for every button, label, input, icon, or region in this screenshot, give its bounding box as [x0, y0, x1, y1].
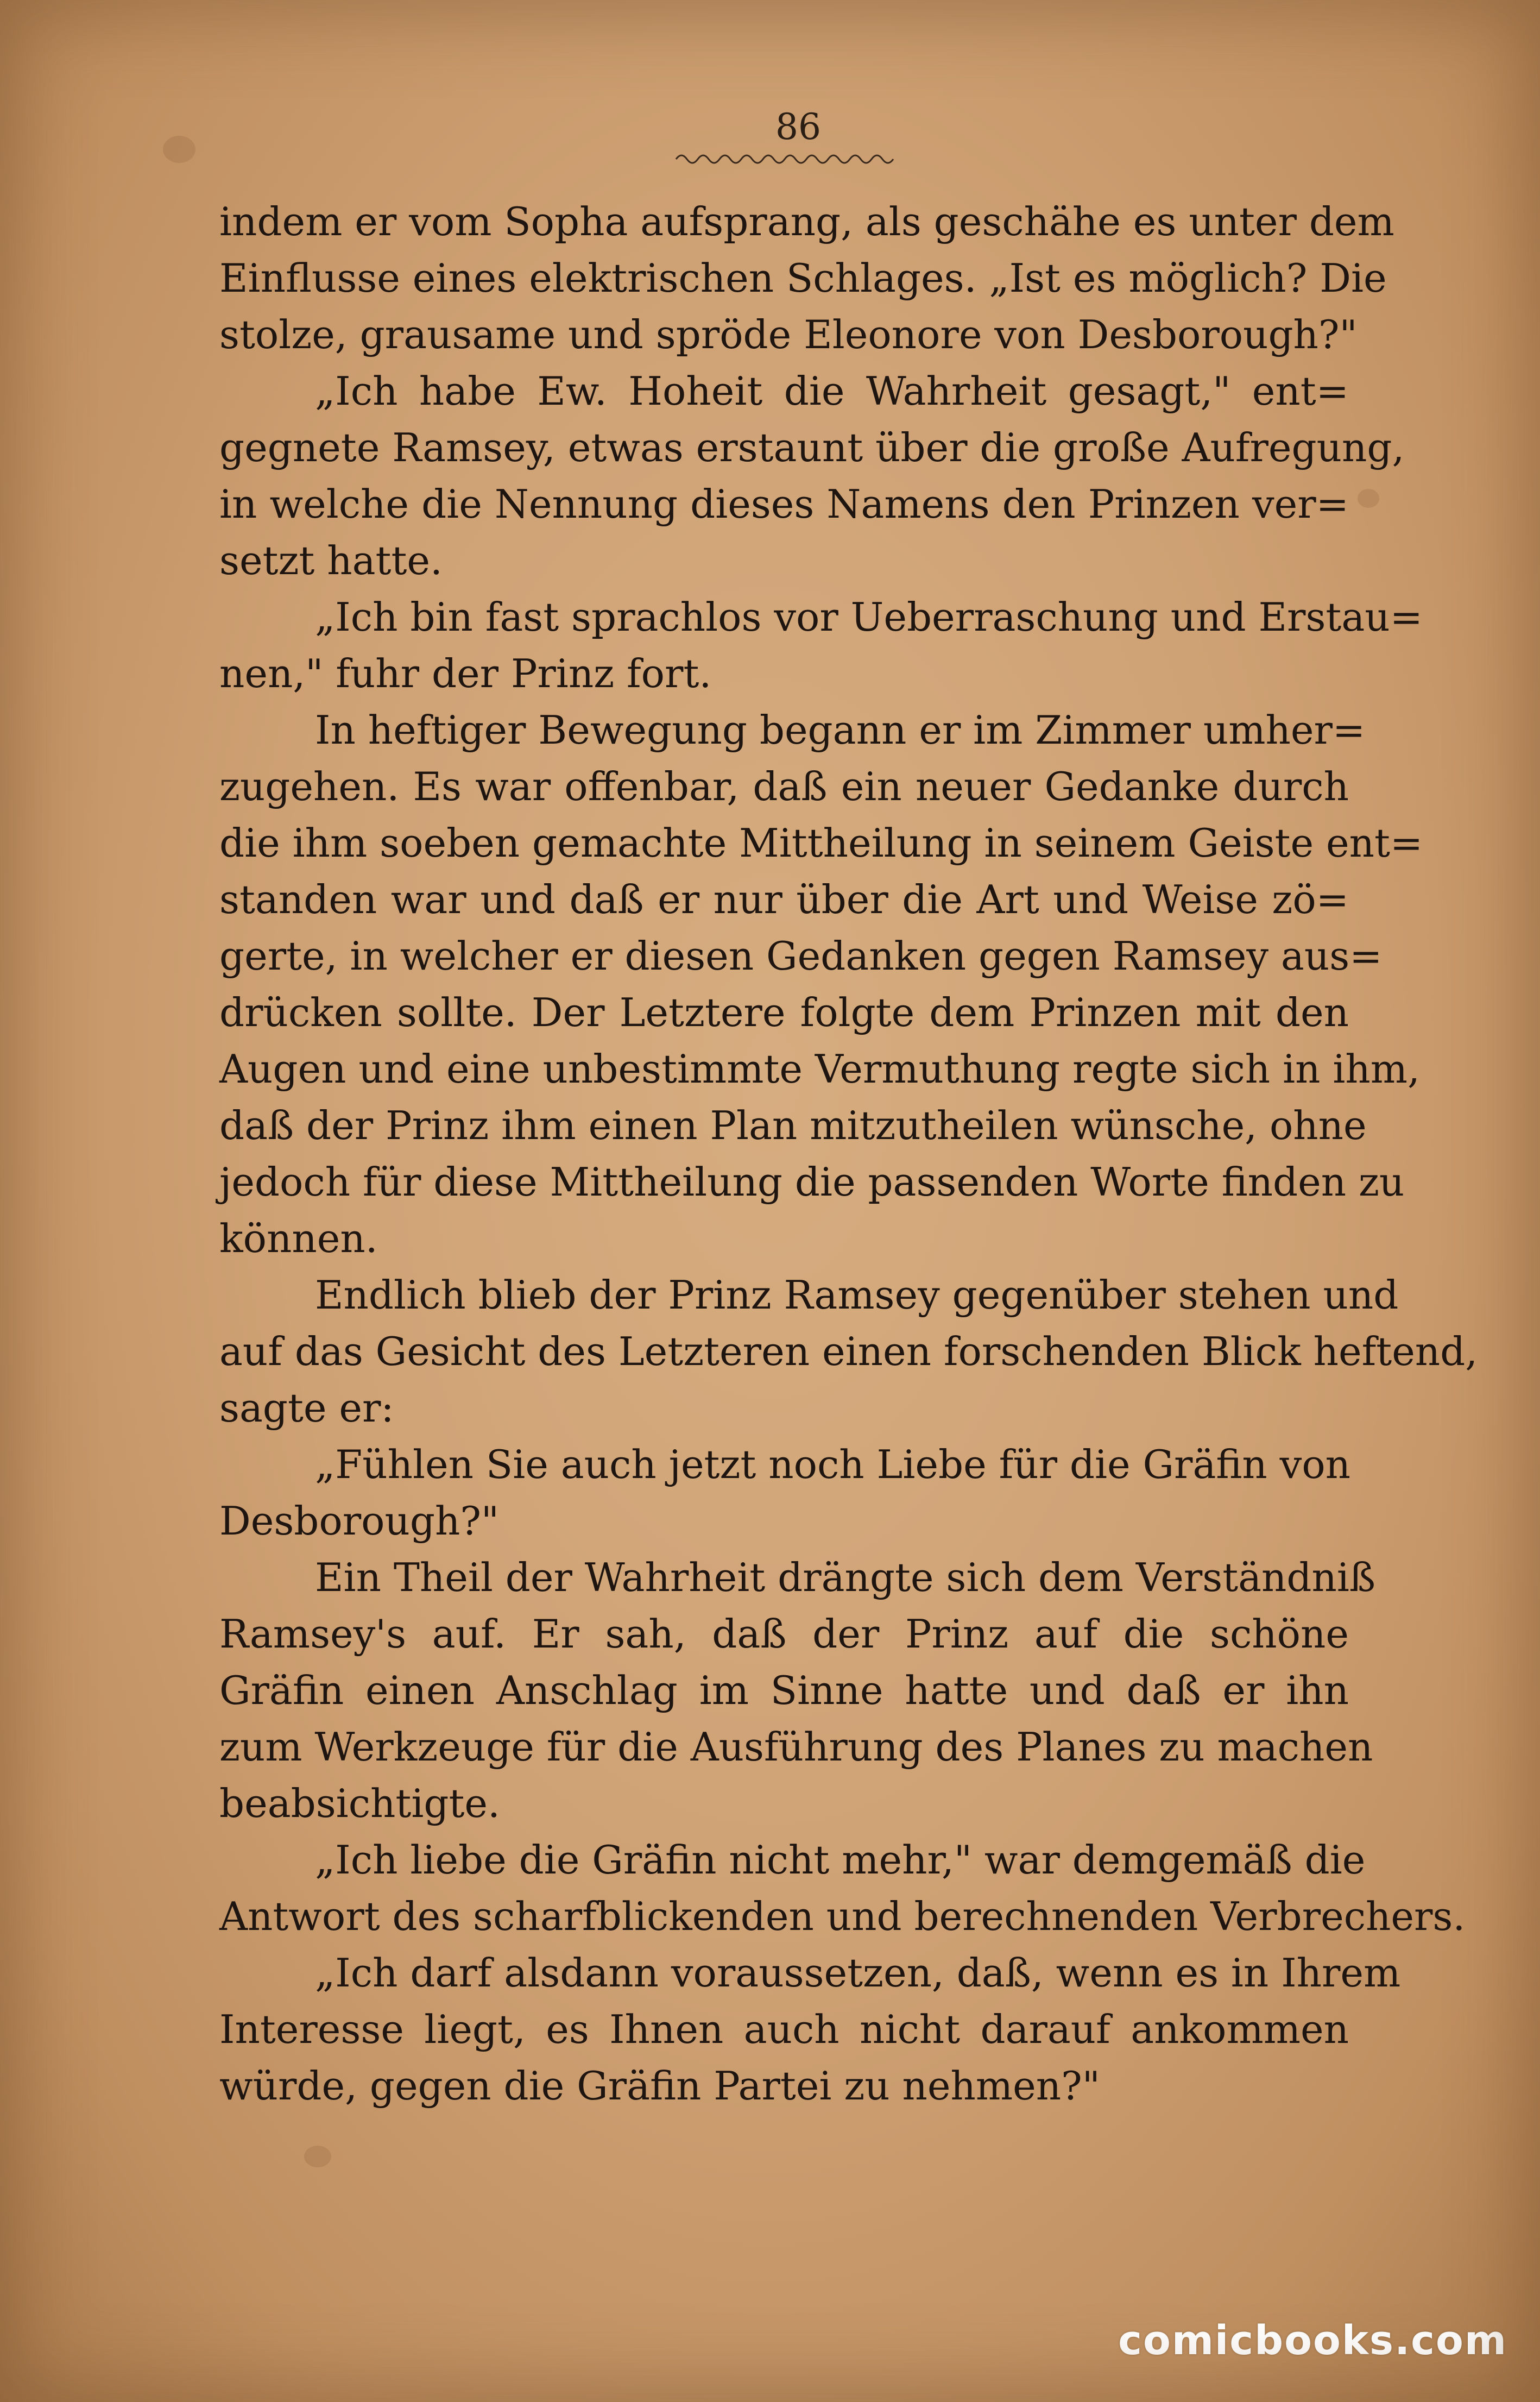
text-line: „Ich darf alsdann voraussetzen, daß, wenn es in Ihrem [315, 1950, 1401, 1996]
paper-stain [163, 136, 195, 163]
text-line: Desborough?" [219, 1498, 500, 1544]
text-line: „Ich habe Ew. Hoheit die Wahrheit gesagt," ent= [315, 368, 1349, 414]
text-line: indem er vom Sopha aufsprang, als geschähe es unter dem [219, 199, 1394, 244]
text-line: sagte er: [219, 1385, 394, 1431]
text-line: „Fühlen Sie auch jetzt noch Liebe für die Gräfin von [315, 1442, 1351, 1487]
body-text [219, 193, 1478, 2114]
text-line: Antwort des scharfblickenden und berechnenden Verbrechers. [219, 1894, 1466, 1939]
text-line: zum Werkzeuge für die Ausführung des Planes zu machen [219, 1724, 1373, 1770]
text-line: drücken sollte. Der Letztere folgte dem Prinzen mit den [219, 990, 1349, 1035]
text-line: die ihm soeben gemachte Mittheilung in seinem Geiste ent= [219, 820, 1423, 866]
text-line: nen," fuhr der Prinz fort. [219, 651, 712, 696]
text-line: Endlich blieb der Prinz Ramsey gegenüber stehen und [315, 1272, 1399, 1318]
text-line: stolze, grausame und spröde Eleonore von Desborough?" [219, 312, 1358, 357]
text-line: zugehen. Es war offenbar, daß ein neuer Gedanke durch [219, 764, 1349, 809]
ornament-divider [673, 146, 901, 167]
text-line: Einflusse eines elektrischen Schlages. „Ist es möglich? Die [219, 255, 1387, 301]
text-line: setzt hatte. [219, 538, 443, 583]
text-line: In heftiger Bewegung begann er im Zimmer umher= [315, 707, 1366, 753]
text-line: können. [219, 1216, 378, 1261]
paper-stain [1358, 489, 1379, 508]
text-line: standen war und daß er nur über die Art und Weise zö= [219, 877, 1349, 922]
text-line: gegnete Ramsey, etwas erstaunt über die große Aufregung, [219, 425, 1405, 470]
text-line: Ramsey's auf. Er sah, daß der Prinz auf die schöne [219, 1611, 1349, 1657]
text-line: auf das Gesicht des Letzteren einen forschenden Blick heftend, [219, 1329, 1478, 1374]
text-line: gerte, in welcher er diesen Gedanken gegen Ramsey aus= [219, 933, 1383, 979]
text-line: Ein Theil der Wahrheit drängte sich dem Verständniß [315, 1555, 1375, 1600]
page-number: 86 [775, 106, 821, 148]
text-line: jedoch für diese Mittheilung die passenden Worte finden zu [219, 1159, 1405, 1205]
text-line: würde, gegen die Gräfin Partei zu nehmen?" [219, 2063, 1100, 2109]
text-line: Interesse liegt, es Ihnen auch nicht darauf ankommen [219, 2007, 1349, 2052]
text-line: Gräfin einen Anschlag im Sinne hatte und daß er ihn [219, 1668, 1349, 1713]
text-line: „Ich liebe die Gräfin nicht mehr," war demgemäß die [315, 1837, 1366, 1883]
text-line: daß der Prinz ihm einen Plan mitzutheilen wünsche, ohne [219, 1103, 1367, 1148]
text-line: beabsichtigte. [219, 1781, 500, 1826]
text-line: „Ich bin fast sprachlos vor Ueberraschung und Erstau= [315, 594, 1423, 640]
text-line: Augen und eine unbestimmte Vermuthung regte sich in ihm, [219, 1046, 1420, 1092]
watermark: comicbooks.com [1118, 2317, 1507, 2364]
text-line: in welche die Nennung dieses Namens den Prinzen ver= [219, 481, 1349, 527]
paper-stain [304, 2146, 331, 2167]
